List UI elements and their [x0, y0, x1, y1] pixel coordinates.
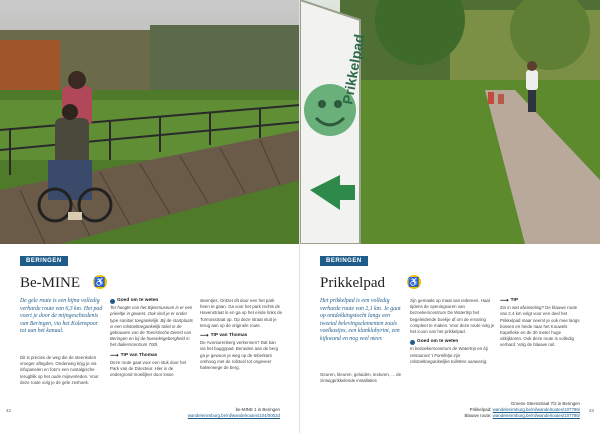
tip-column: [500, 298, 582, 349]
photo-illustration: [300, 0, 600, 244]
wheelchair-icon: ♿: [93, 275, 107, 289]
route-title: Prikkelpad: [320, 275, 385, 291]
sign-text: Prikkelpad: [339, 32, 368, 106]
tip-text: Deze route gaat voor een stuk door het Park van de Directeur. Hier is de ondergrond moeilijker door losse: [110, 359, 187, 378]
prikkelpad-link[interactable]: wandelenimburg.be/nl/wandelroutes/107786/: [492, 407, 580, 412]
good-to-know-heading: Goed om te weten: [410, 339, 496, 345]
location-tag: BERINGEN: [20, 256, 68, 266]
route-link[interactable]: wandelenimburg.be/nl/wandelroutes/104/0002d: [187, 413, 280, 418]
middle-column: [410, 298, 496, 365]
location-pin-icon: [110, 299, 115, 304]
good-to-know-column: [110, 298, 196, 378]
page-number: 42: [6, 408, 12, 413]
tip2-text: De Avonturenberg verkennen? Dat kan via het buggypad. Beneden aan de berg ga je gewoon je weg op de Ieberkant omhoog met de rolstoel tot ongeveer halverwege de berg.: [200, 340, 279, 371]
location-tag: BERINGEN: [320, 256, 368, 266]
right-column: [200, 298, 282, 371]
page-number: 43: [588, 408, 594, 413]
right-page: [300, 0, 600, 433]
footer-location: be-MINE 1 in Beringen: [235, 407, 280, 412]
photo-prikkelpad-sign: [300, 0, 600, 244]
location-pin-icon: [410, 340, 415, 345]
good-to-know-heading: Goed om te weten: [110, 298, 196, 304]
route-body-text: Dit is precies de weg die de steenkolen vroeger aflegden. Onderweg krijg je via infopanelen en foto's een nostalgische terugblik op het oude mijnverleden. Voor deze route volg je de gele zeshoek.: [20, 355, 99, 385]
wheelchair-icon: ♿: [407, 275, 421, 289]
route-footer: [188, 407, 280, 419]
tip-heading: ⟶ TIP van Thomas: [110, 353, 196, 359]
route-footer: Groene Steenstraat 7/2 in Beringen Prikkelpad: wandelenimburg.be/nl/wandelroutes/107786/ Blauwe route: wandelenimburg.be/nl/wandelroutes/107785/: [464, 401, 580, 418]
footer-location: Groene Steenstraat 7/2 in Beringen: [510, 401, 580, 406]
photo-illustration: [0, 0, 300, 244]
route-intro: De gele route is een bijna volledig verharde route van 6,3 km. Het pad voert je door de mijngeschiedenis van Beringen, via het Kolenspoor tot aan het kanaal.: [20, 298, 103, 335]
tip-text: Zin in wat afwisseling? De blauwe route van 2,4 km volgt voor een deel het Prikkelpad maar neemt je ook mee langs bossen en heide naar het Kouwels Kapelleke en de 30 meter hoge uitkijktoren. Ook deze route is volledig verhard. Volg de blauwe ruit.: [500, 305, 580, 348]
good-to-know-text: Ter hoogte van het Bijenmuseum is er een prieeltje in gewest. Ook vind je er onder type sanitair toegankelijk. Bij de startplaats is een rolstoeltoegankelijk toilet in de gebouwen van de Toeristische Dienst van Beringen en bij de hoeveleigebergheid in het duikerscentrum 700l.: [110, 305, 193, 348]
tip2-heading: ⟶ TIP van Thomas: [200, 333, 282, 339]
photo-wheelchair-boardwalk: [0, 0, 300, 244]
tip-heading: ⟶ TIP: [500, 298, 582, 304]
route-title: Be-MINE: [20, 275, 80, 291]
route-intro: Het prikkelpad is een volledig verharde route van 2,1 km. Je gaat op ontdekkingstocht langs een tweetal belevingselementen zoals voelkastjes, een klanklabyrint, een kijkwand en nog veel meer.: [320, 298, 401, 342]
good-to-know-text: In bezoekerscentrum de Watertrip en bij restaurant 't Forelletje zijn rolstoeltoegankelijke toiletten aanwezig.: [410, 346, 488, 364]
continued-text: steentjes. Ontzet dit door een het park heen te gaan. Ga voor het park rechts de Havenstraat in en ga op het einde links de Tormosstraat op. Op deze straat stuit je terug aan op de originele route.: [200, 298, 283, 328]
blue-route-link[interactable]: wandelenimburg.be/nl/wandelroutes/107785/: [492, 413, 580, 418]
continued-text: zijn gemaakt op maat van iedereen. Haal tijdens de openingsuren van bezoekerscentrum De Watertrip het begeleidende boekje af om de ervaring compleet te maken. Voor deze route volg je het icoon van het prikkelpad.: [410, 298, 495, 335]
route-body-text: Geuren, kleuren, geluiden, texturen, ... de zintuigprikkelende installaties: [320, 372, 402, 384]
